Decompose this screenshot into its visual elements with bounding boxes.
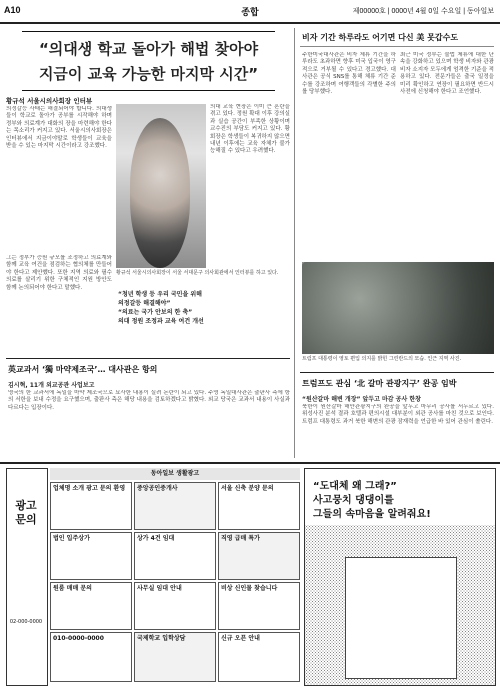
classified-cell: 서울 신축 분양 문의: [218, 482, 300, 530]
book-cover-image: [345, 557, 457, 679]
pull-quote-3: “의료는 국가 안보의 한 축”: [118, 309, 193, 316]
display-ad-line3: 그들의 속마음을 알려줘요!: [313, 509, 431, 520]
interviewee-figure: [130, 118, 190, 268]
ads-divider: [0, 462, 500, 464]
pull-quote-block: [118, 290, 288, 352]
classified-cell: 비상 신인물 찾습니다: [218, 582, 300, 630]
aerial-caption: 트럼프 대통령이 영토 편입 의지를 밝힌 그린란드의 모습. 인근 지역 사진.: [302, 356, 462, 362]
right-lower-body: 북한이 원산갈마 해안관광지구의 완공을 앞두고 마무리 공사를 서두르고 있다. 위성사진 분석 결과 호텔과 편의시설 대부분이 외관 공사를 마친 것으로 보인다. 트럼프 대통령도 과거 북한 해변의 관광 잠재력을 언급한 바 있어 관심이 쏠린다.: [302, 404, 494, 425]
lead-byline: 황규석 서울시의사회장 인터뷰: [6, 97, 93, 105]
right-lower-rule: [300, 372, 494, 373]
pull-quote-2: 의정갈등 해결해야”: [118, 300, 171, 307]
classified-cell: 국제학교 입학상담: [134, 632, 216, 682]
column-divider: [294, 28, 295, 458]
right-column-2: 최근 미국 정부는 불법 체류에 대한 단속을 강화하고 있으며 학생 비자와 관광 비자 소지자 모두에게 엄격한 기준을 적용하고 있다. 전문가들은 출국 일정을 미리 확인하고 연장이 필요하면 반드시 사전에 신청해야 한다고 조언했다.: [400, 52, 494, 96]
pull-quote-1: “청년 학생 등 우리 국민을 위해: [118, 291, 202, 298]
lead-column-1b: 그는 정부가 증원 규모를 조정하고 의료계와 함께 교육 여건을 점검하는 협의체를 만들어야 한다고 제안했다. 또한 지역 의료와 필수 의료를 살리기 위한 구체적인 지원 방안도 함께 논의되어야 한다고 말했다.: [6, 255, 112, 291]
bottom-left-byline: 김시혁, 11개 외교공관 사업보고: [8, 382, 95, 389]
right-column-1: 주한미국대사관은 비자 체류 기간을 하루라도 초과하면 향후 미국 입국이 영구적으로 거부될 수 있다고 경고했다. 대사관은 공식 SNS를 통해 체류 기간 준수를 강조하며 여행객들의 각별한 주의를 당부했다.: [302, 52, 396, 96]
photo-caption: 황규석 서울시의사회장이 서울 서대문구 의사회관에서 인터뷰를 하고 있다.: [116, 270, 279, 276]
ad-side-phone: 02-000-0000: [9, 619, 43, 625]
classified-cell: 사무실 임대 안내: [134, 582, 216, 630]
lead-headline-line1: “의대생 학교 돌아가 해법 찾아야: [38, 40, 259, 58]
classified-cell: 상가 4건 임대: [134, 532, 216, 580]
classified-grid: [50, 468, 300, 684]
classified-cell: 중앙공인중개사: [134, 482, 216, 530]
section-rule: [6, 358, 290, 359]
lead-headline-box: [22, 31, 275, 91]
classified-cell: 업체명 소개 광고 문의 환영: [50, 482, 132, 530]
right-headline: 비자 기간 하루라도 어기면 다신 美 못갑수도: [302, 33, 459, 42]
lead-headline-line2: 지금이 교육 가능한 마지막 시간”: [38, 65, 259, 83]
section-name: 종합: [241, 7, 259, 17]
page-number: A10: [4, 5, 21, 15]
right-lower-subhead: “원산갈마 해변 개장” 앞두고 마감 공사 한창: [302, 396, 421, 403]
page-header: [0, 0, 500, 24]
ad-side-label-box: [6, 468, 48, 686]
display-ad-line2: 사고뭉치 댕댕이를: [313, 495, 394, 506]
lead-column-1: 의정갈등 사태는 해결되어야 합니다. 의대생들이 학교로 돌아가 공부를 시작해야 하며 정부와 의료계가 대화의 장을 마련해야 한다는 목소리가 커지고 있다. 서울시의사회장은 인터뷰에서 지금이야말로 학생들이 교육을 받을 수 있는 마지막 시간이라고 강조했다.: [6, 106, 112, 150]
bottom-left-body: 영국의 한 교과서에 독일을 마약 제조국으로 묘사한 내용이 실려 논란이 되고 있다. 주영 독일대사관은 출판사 측에 항의 서한을 보내 수정을 요구했으며, 출판사 측은 해당 내용을 검토하겠다고 밝혔다. 외교 당국은 교과서 내용이 사실과 다르다는 입장이다.: [8, 390, 290, 411]
classified-cell: 010-0000-0000: [50, 632, 132, 682]
bottom-left-headline: 英교과서 ‘獨 마약제조국’… 대사관은 항의: [8, 365, 158, 374]
classified-cell: 신규 오픈 안내: [218, 632, 300, 682]
display-ad-line1: “도대체 왜 그래?”: [313, 481, 397, 492]
classified-cell: 법인 입주상가: [50, 532, 132, 580]
pull-quote-4: 의대 정원 조정과 교육 여건 개선: [118, 318, 204, 325]
classified-cell: 원룸 매매 문의: [50, 582, 132, 630]
lead-photo: [116, 104, 206, 268]
classified-cell: 직영 급매 특가: [218, 532, 300, 580]
aerial-photo: [302, 262, 494, 354]
ad-side-label: 광고문의: [15, 499, 37, 526]
classified-header: 동아일보 생활광고: [50, 468, 300, 480]
right-lower-headline: 트럼프도 관심 ‘北 갈마 관광지구’ 완공 임박: [302, 379, 457, 388]
right-rule: [300, 46, 494, 47]
lead-column-2: 의대 교육 현장은 이미 큰 혼란을 겪고 있다. 정원 확대 이후 강의실과 실습 공간이 부족한 상황이며 교수진의 부담도 커지고 있다. 황 회장은 학생들이 복귀하지 않으면 내년 이후에는 교육 자체가 불가능해질 수 있다고 우려했다.: [210, 104, 290, 155]
edition-date: 제00000호 | 0000년 4월 0일 수요일 | 동아일보: [352, 8, 494, 15]
display-ad: [304, 468, 496, 686]
